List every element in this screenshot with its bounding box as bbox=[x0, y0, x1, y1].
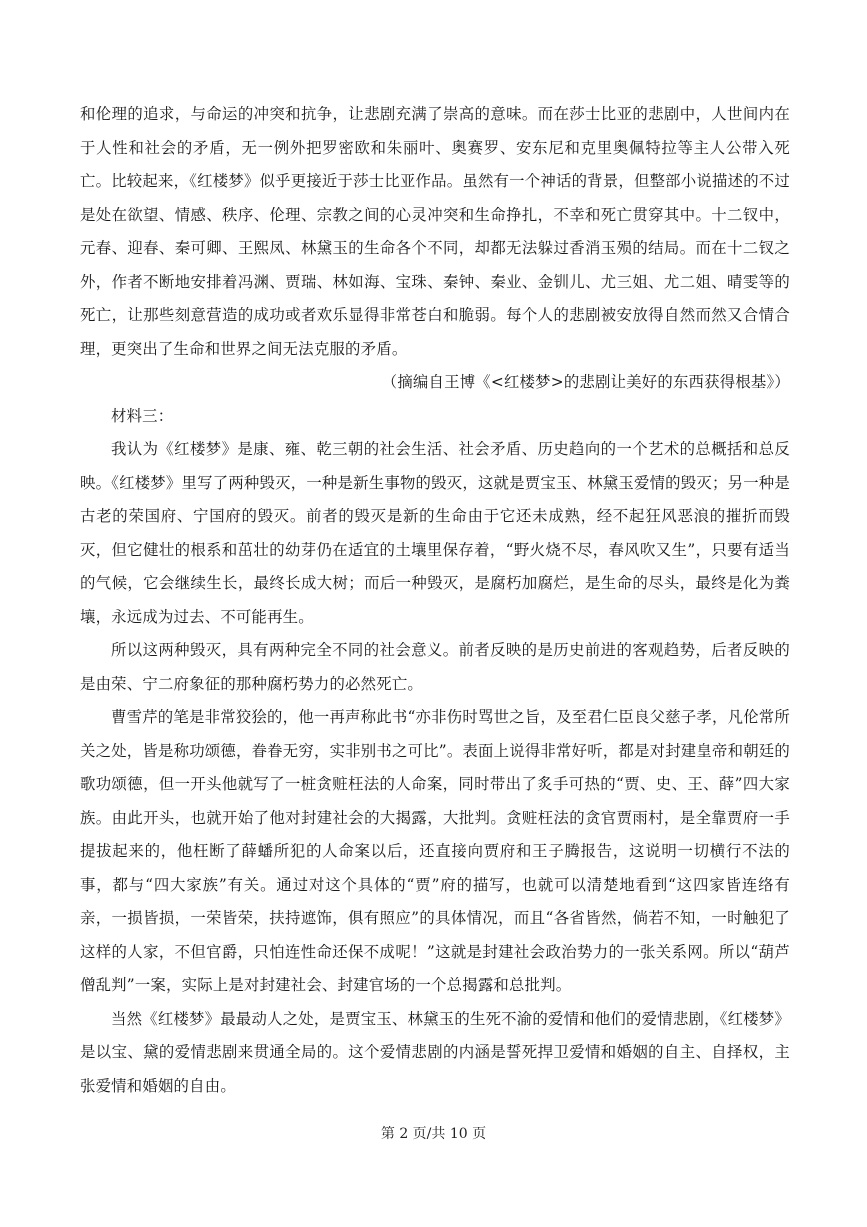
material-3-paragraph-2: 所以这两种毁灭，具有两种完全不同的社会意义。前者反映的是历史前进的客观趋势，后者反映的是由荣、宁二府象征的那种腐朽势力的必然死亡。 bbox=[80, 641, 790, 693]
paragraph-continued: 和伦理的追求，与命运的冲突和抗争，让悲剧充满了崇高的意味。而在莎士比亚的悲剧中，人世间内在于人性和社会的矛盾，无一例外把罗密欧和朱丽叶、奥赛罗、安东尼和克里奥佩特拉等主人公带入死亡。比较起来，《红楼梦》似乎更接近于莎士比亚作品。虽然有一个神话的背景，但整部小说描述的不过是处在欲望、情感、秩序、伦理、宗教之间的心灵冲突和生命挣扎，不幸和死亡贯穿其中。十二钗中，元春、迎春、秦可卿、王熙凤、林黛玉的生命各个不同，却都无法躲过香消玉殒的结局。而在十二钗之外，作者不断地安排着冯渊、贾瑞、林如海、宝珠、秦钟、秦业、金钏儿、尤三姐、尤二姐、晴雯等的死亡，让那些刻意营造的成功或者欢乐显得非常苍白和脆弱。每个人的悲剧被安放得自然而然又合情合理，更突出了生命和世界之间无法克服的矛盾。 bbox=[80, 105, 790, 358]
material-3-paragraph-4: 当然《红楼梦》最最动人之处，是贾宝玉、林黛玉的生死不渝的爱情和他们的爱情悲剧，《红楼梦》是以宝、黛的爱情悲剧来贯通全局的。这个爱情悲剧的内涵是誓死捍卫爱情和婚姻的自主、自择权，主张爱情和婚姻的自由。 bbox=[80, 1009, 790, 1095]
material-3-paragraph-1: 我认为《红楼梦》是康、雍、乾三朝的社会生活、社会矛盾、历史趋向的一个艺术的总概括和总反映。《红楼梦》里写了两种毁灭，一种是新生事物的毁灭，这就是贾宝玉、林黛玉爱情的毁灭；另一种是古老的荣国府、宁国府的毁灭。前者的毁灭是新的生命由于它还未成熟，经不起狂风恶浪的摧折而毁灭，但它健壮的根系和茁壮的幼芽仍在适宜的土壤里保存着，“野火烧不尽，春风吹又生”，只要有适当的气候，它会继续生长，最终长成大树；而后一种毁灭，是腐朽加腐烂，是生命的尽头，最终是化为粪壤，永远成为过去、不可能再生。 bbox=[80, 440, 790, 626]
document-body bbox=[80, 98, 790, 1103]
page-number-footer: 第 2 页/共 10 页 bbox=[380, 1126, 487, 1142]
source-citation: （摘编自王博《<红楼梦>的悲剧让美好的东西获得根基》） bbox=[381, 373, 790, 391]
material-3-heading: 材料三： bbox=[111, 406, 174, 425]
material-3-paragraph-3: 曹雪芹的笔是非常狡狯的，他一再声称此书“亦非伤时骂世之旨，及至君仁臣良父慈子孝，凡伦常所关之处，皆是称功颂德，眷眷无穷，实非别书之可比”。表面上说得非常好听，都是对封建皇帝和朝廷的歌功颂德，但一开头他就写了一桩贪赃枉法的人命案，同时带出了炙手可热的“贾、史、王、薛”四大家族。由此开头，也就开始了他对封建社会的大揭露，大批判。贪赃枉法的贪官贾雨村，是全靠贾府一手提拔起来的，他枉断了薛蟠所犯的人命案以后，还直接向贾府和王子腾报告，这说明一切横行不法的事，都与“四大家族”有关。通过对这个具体的“贾”府的描写，也就可以清楚地看到“这四家皆连络有亲，一损皆损，一荣皆荣，扶持遮饰，俱有照应”的具体情况，而且“各省皆然，倘若不知，一时触犯了这样的人家，不但官爵，只怕连性命还保不成呢！”这就是封建社会政治势力的一张关系网。所以“葫芦僧乱判”一案，实际上是对封建社会、封建官场的一个总揭露和总批判。 bbox=[80, 708, 790, 994]
